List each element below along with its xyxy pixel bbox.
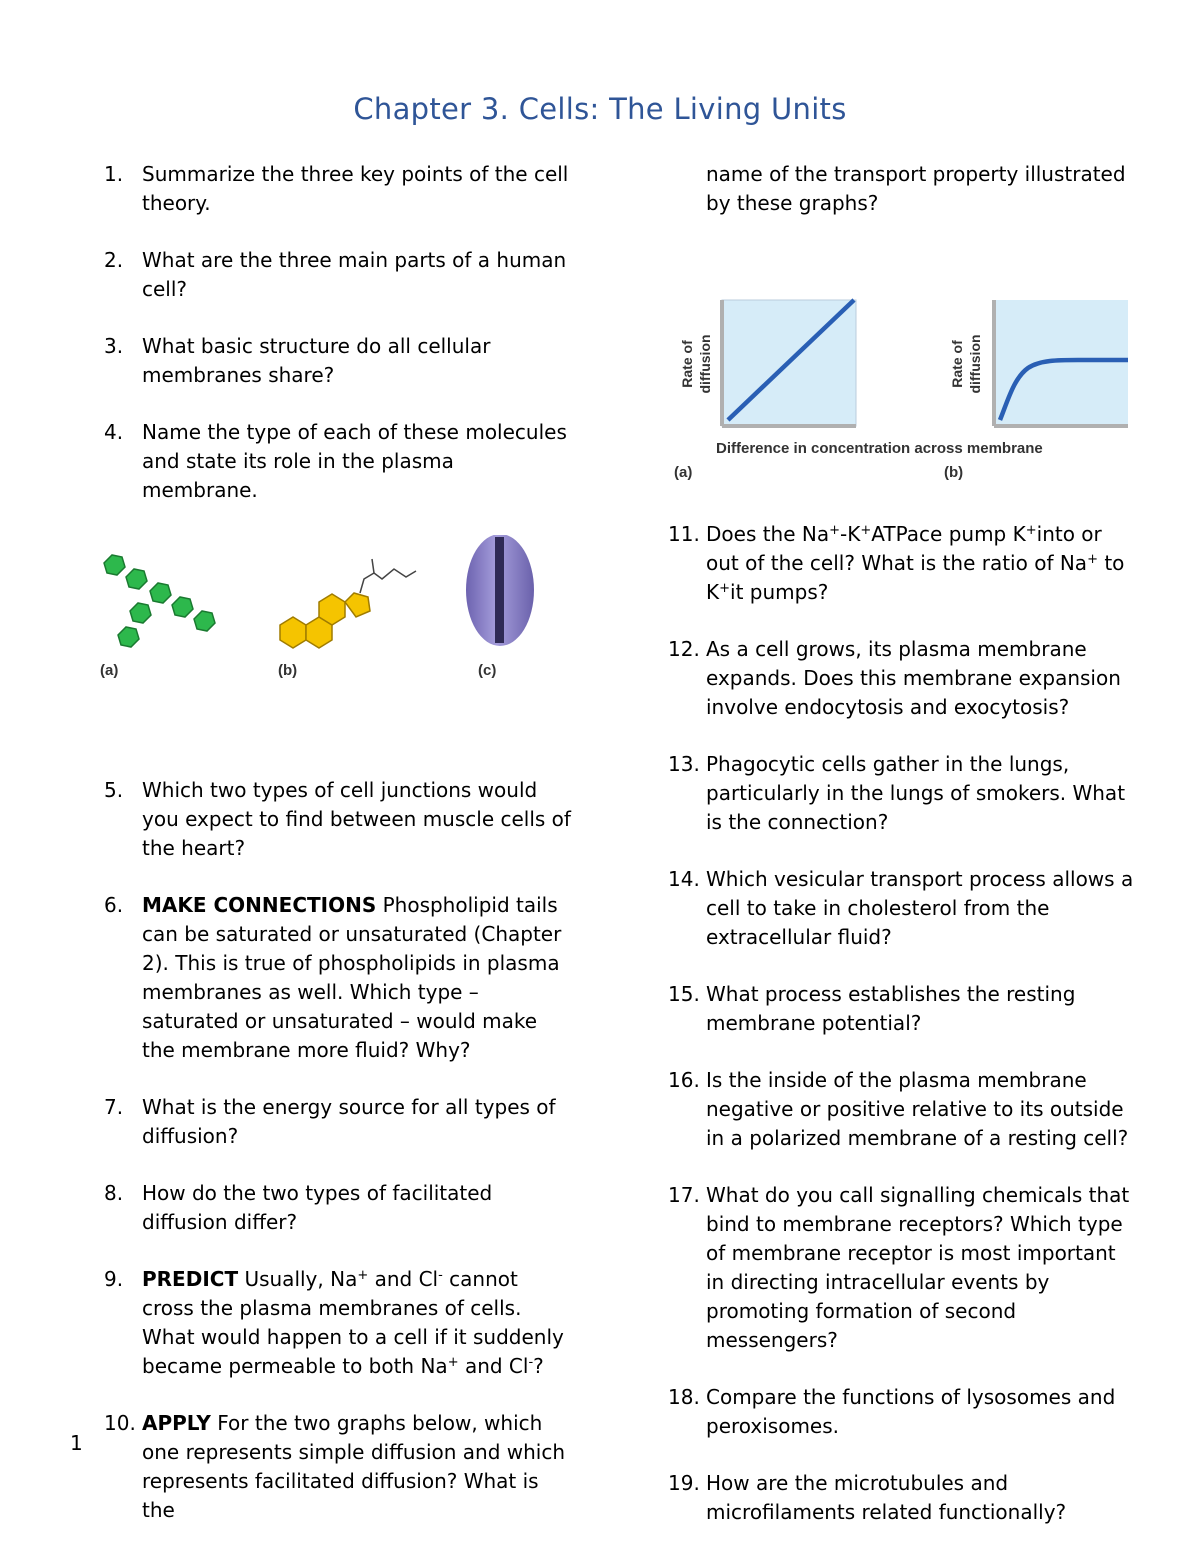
question-text: Phagocytic cells gather in the lungs, particularly in the lungs of smokers. What is the connection? (706, 752, 1126, 834)
question-16 (668, 1066, 1138, 1153)
label-a: (a) (100, 662, 119, 679)
question-3 (104, 332, 574, 390)
question-text-part: -K (840, 522, 861, 546)
question-number: 1. (104, 162, 124, 186)
question-text: Compare the functions of lysosomes and peroxisomes. (706, 1385, 1116, 1438)
question-number: 13. (668, 752, 700, 776)
question-number: 3. (104, 334, 124, 358)
question-text: What do you call signalling chemicals that bind to membrane receptors? Which type of membrane receptor is most important in directing intracellular events by promoting formation of second messengers? (706, 1183, 1130, 1352)
question-text: Which vesicular transport process allows a cell to take in cholesterol from the extracellular fluid? (706, 867, 1134, 949)
diffusion-graphs-figure (668, 232, 1138, 481)
question-number: 11. (668, 522, 700, 546)
question-text-part: and Cl (458, 1354, 529, 1378)
question-17 (668, 1181, 1138, 1355)
question-number: 15. (668, 982, 700, 1006)
question-number: 16. (668, 1068, 700, 1092)
question-number: 2. (104, 248, 124, 272)
question-number: 19. (668, 1471, 700, 1495)
question-18 (668, 1383, 1138, 1441)
question-text: Is the inside of the plasma membrane negative or positive relative to its outside in a polarized membrane of a resting cell? (706, 1068, 1129, 1150)
question-6 (104, 891, 574, 1065)
graph-b-ylabel-1: Rate of (949, 340, 965, 388)
question-keyword: MAKE CONNECTIONS (142, 893, 377, 917)
molecules-figure (90, 535, 560, 720)
question-keyword: PREDICT (142, 1267, 239, 1291)
question-text-part: it pumps? (730, 580, 829, 604)
question-text-part: Does the Na (706, 522, 830, 546)
superscript: - (528, 1355, 534, 1370)
question-11 (668, 520, 1138, 607)
graphs-svg (668, 232, 1138, 428)
question-number: 17. (668, 1183, 700, 1207)
graph-a-ylabel-1: Rate of (679, 340, 695, 388)
graph-a (679, 300, 856, 426)
question-number: 10. (104, 1411, 136, 1435)
label-b: (b) (278, 662, 298, 679)
label-c: (c) (478, 662, 497, 679)
question-15 (668, 980, 1138, 1038)
superscript: + (447, 1355, 459, 1370)
superscript: + (860, 523, 872, 538)
question-number: 9. (104, 1267, 124, 1291)
question-number: 12. (668, 637, 700, 661)
question-number: 7. (104, 1095, 124, 1119)
question-number: 14. (668, 867, 700, 891)
superscript: + (829, 523, 841, 538)
question-text-part: ATPace pump K (871, 522, 1026, 546)
question-keyword: APPLY (142, 1411, 211, 1435)
cholesterol-tail-icon (360, 569, 416, 593)
question-text-part: to K (706, 551, 1125, 604)
question-8 (104, 1179, 574, 1237)
question-text: Phospholipid tails can be saturated or unsaturated (Chapter 2). This is true of phospholipids in plasma membranes as well. Which type – saturated or unsaturated – would make the membrane more fluid? Why? (142, 893, 562, 1062)
question-19 (668, 1469, 1138, 1527)
question-text: What process establishes the resting membrane potential? (706, 982, 1076, 1035)
question-number: 5. (104, 778, 124, 802)
graph-label-a: (a) (674, 464, 693, 481)
question-text: Summarize the three key points of the cell theory. (142, 162, 569, 215)
question-2 (104, 246, 574, 304)
question-1 (104, 160, 574, 218)
question-text: What is the energy source for all types of diffusion? (142, 1095, 556, 1148)
question-7 (104, 1093, 574, 1151)
graph-b (949, 300, 1128, 426)
question-10 (104, 1409, 574, 1525)
left-column (100, 160, 574, 1553)
question-number: 6. (104, 893, 124, 917)
page-number: 1 (70, 1431, 83, 1455)
question-number: 4. (104, 420, 124, 444)
question-14 (668, 865, 1138, 952)
question-text: Which two types of cell junctions would you expect to find between muscle cells of the heart? (142, 778, 571, 860)
superscript: + (1087, 552, 1098, 567)
question-13 (668, 750, 1138, 837)
question-number: 18. (668, 1385, 700, 1409)
superscript: + (1025, 523, 1037, 538)
cholesterol-icon (280, 593, 370, 648)
molecules-svg (90, 535, 560, 720)
carbohydrate-chain-icon (104, 555, 215, 647)
graph-a-ylabel-2: diffusion (697, 334, 713, 394)
question-text: What basic structure do all cellular membranes share? (142, 334, 491, 387)
question-text-part: Usually, Na (238, 1267, 358, 1291)
question-text-part: cannot cross the plasma membranes of cells. What would happen to a cell if it suddenly became permeable to both Na (142, 1267, 564, 1378)
question-text: As a cell grows, its plasma membrane expands. Does this membrane expansion involve endocytosis and exocytosis? (706, 637, 1121, 719)
question-text: How do the two types of facilitated diffusion differ? (142, 1181, 493, 1234)
question-12 (668, 635, 1138, 722)
question-text-part: into or out of the cell? What is the ratio of Na (706, 522, 1102, 575)
superscript: + (357, 1268, 369, 1283)
page-title: Chapter 3. Cells: The Living Units (353, 92, 847, 126)
graph-label-b: (b) (944, 464, 964, 481)
question-number: 8. (104, 1181, 124, 1205)
question-9 (104, 1265, 574, 1381)
question-text: What are the three main parts of a human cell? (142, 248, 567, 301)
question-text-part: and Cl (368, 1267, 439, 1291)
question-4 (104, 418, 574, 505)
question-5 (104, 776, 574, 863)
graph-b-plot-area (994, 300, 1128, 426)
graph-b-ylabel-2: diffusion (967, 334, 983, 394)
question-10-continuation: name of the transport property illustrated by these graphs? (706, 162, 1126, 215)
question-text: Name the type of each of these molecules and state its role in the plasma membrane. (142, 420, 567, 502)
question-text-part: ? (533, 1354, 544, 1378)
question-text: For the two graphs below, which one represents simple diffusion and which represents facilitated diffusion? What is the (142, 1411, 566, 1522)
superscript: + (719, 581, 731, 596)
protein-icon (466, 535, 534, 646)
graphs-xlabel: Difference in concentration across membrane (716, 440, 1043, 457)
superscript: - (438, 1268, 443, 1283)
question-text: How are the microtubules and microfilaments related functionally? (706, 1471, 1067, 1524)
right-column (668, 160, 1138, 1555)
